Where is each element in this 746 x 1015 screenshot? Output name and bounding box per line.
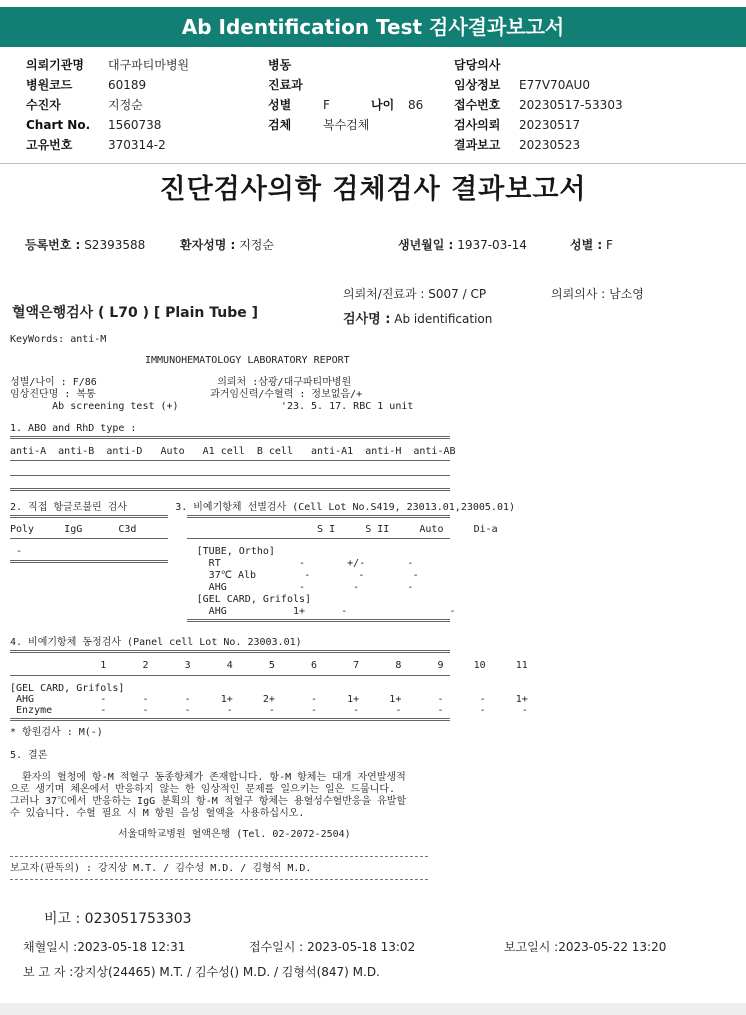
footer-reporter-label: 보 고 자 :: [23, 965, 74, 979]
header-value: F: [323, 98, 330, 112]
reg-number: [25, 236, 145, 253]
double-rule: [10, 718, 450, 721]
reg-number-value: S2393588: [84, 238, 146, 252]
header-value: 20230517-53303: [519, 98, 623, 112]
receive-time-value: 2023-05-18 13:02: [307, 940, 416, 954]
panel-row: [GEL CARD, Grifols]: [10, 683, 125, 694]
antigen-test: * 항원검사 : M(-): [10, 727, 103, 738]
doctor: [551, 285, 644, 302]
conclusion-line: 수 있습니다. 수혈 필요 시 M 항원 음성 혈액을 사용하십시오.: [10, 808, 305, 819]
reg-number-label: 등록번호 :: [25, 238, 81, 252]
banner-title: Ab Identification Test 검사결과보고서: [181, 15, 565, 39]
exam-name: [343, 308, 492, 327]
screen-row: AHG - - -: [10, 582, 414, 593]
note-value: 023051753303: [84, 911, 192, 927]
footer-reporter: [23, 963, 380, 980]
section-divider: [0, 163, 746, 164]
header-key: 의뢰기관명: [26, 58, 84, 72]
panel-row: AHG - - - 1+ 2+ - 1+ 1+ - - 1+: [10, 694, 528, 705]
header-value: 86: [408, 98, 424, 112]
page-bottom-strip: [0, 1003, 746, 1015]
doctor-label: 의뢰의사 :: [551, 287, 606, 301]
keywords: KeyWords: anti-M: [10, 334, 107, 345]
header-key: 병원코드: [26, 78, 73, 92]
dept-value: S007 / CP: [428, 287, 487, 301]
note: [44, 908, 192, 928]
report-time-value: 2023-05-22 13:20: [558, 940, 667, 954]
rule: [10, 675, 450, 676]
report-banner: [0, 7, 746, 47]
birth-date-label: 생년월일 :: [398, 238, 454, 252]
double-rule: [187, 619, 450, 622]
patient-sex-value: F: [606, 238, 613, 252]
rule: [10, 538, 168, 539]
header-row: [0, 75, 746, 95]
header-value: 1560738: [108, 118, 162, 132]
header-value: 370314-2: [108, 138, 166, 152]
note-label: 비고 :: [44, 911, 81, 927]
header-info: [0, 51, 746, 152]
section-dat-screen: 2. 직접 항글로불린 검사 3. 비예기항체 선별검사 (Cell Lot No.S419, 23013.01,23005.01): [10, 502, 516, 513]
header-value: E77V70AU0: [519, 78, 590, 92]
report-time-label: 보고일시 :: [504, 940, 559, 954]
lab-reporter: 보고자(판독의) : 강지상 M.T. / 김수성 M.D. / 김형석 M.D.: [10, 863, 312, 874]
patient-name-value: 지정순: [239, 238, 274, 252]
header-key: 임상정보: [454, 78, 501, 92]
header-key: 결과보고: [454, 138, 501, 152]
header-value: 20230517: [519, 118, 581, 132]
section-panel: 4. 비예기항체 동정검사 (Panel cell Lot No. 23003.01): [10, 637, 302, 648]
conclusion-line: 환자의 혈청에 항-M 적혈구 동종항체가 존재합니다. 항-M 항체는 대개 자연발생적: [10, 772, 406, 783]
rule: [187, 538, 450, 539]
header-value: 대구파티마병원: [108, 58, 190, 72]
header-value: 20230523: [519, 138, 581, 152]
header-value: 복수검체: [323, 118, 370, 132]
screen-row: RT - +/- -: [10, 558, 414, 569]
header-value: 60189: [108, 78, 147, 92]
header-key: 검체: [268, 118, 292, 132]
header-key: 접수번호: [454, 98, 501, 112]
section-abo: 1. ABO and RhD type :: [10, 423, 137, 434]
exam-name-label: 검사명 :: [343, 312, 391, 327]
header-key: 진료과: [268, 78, 303, 92]
hospital-contact: 서울대학교병원 혈액은행 (Tel. 02-2072-2504): [118, 829, 351, 840]
birth-date-value: 1937-03-14: [457, 238, 527, 252]
header-key: 수진자: [26, 98, 61, 112]
patient-name: [180, 236, 274, 253]
exam-name-value: Ab identification: [394, 312, 493, 326]
rule: [10, 460, 450, 461]
abo-columns: anti-A anti-B anti-D Auto A1 cell B cell anti-A1 anti-H anti-AB: [10, 446, 456, 457]
screen-row: AHG 1+ - -: [10, 606, 456, 617]
conclusion-line: 으로 생기며 체온에서 반응하지 않는 한 임상적인 문제를 일으키는 일은 드뭅니다.: [10, 784, 396, 795]
exam-section: 혈액은행검사 ( L70 ) [ Plain Tube ]: [12, 305, 259, 321]
header-row: [0, 95, 746, 115]
screen-row: - [TUBE, Ortho]: [10, 546, 275, 557]
double-rule: [10, 650, 450, 653]
rule: [10, 475, 450, 476]
double-rule: [10, 436, 450, 439]
screen-row: [GEL CARD, Grifols]: [10, 594, 312, 605]
header-key: 검사의뢰: [454, 118, 501, 132]
collect-time-label: 채혈일시 :: [23, 940, 78, 954]
double-rule: [187, 515, 450, 518]
dept-label: 의뢰처/진료과 :: [343, 287, 425, 301]
dashed-rule: [10, 879, 428, 880]
birth-date: [398, 236, 527, 253]
header-key: 성별: [268, 98, 292, 112]
conclusion-line: 그러나 37℃에서 반응하는 IgG 분획의 항-M 적혈구 항체는 용혈성수혈반응을 유발할: [10, 796, 407, 807]
double-rule: [10, 515, 168, 518]
section-conclusion: 5. 결론: [10, 750, 48, 761]
header-row: [0, 115, 746, 135]
double-rule: [10, 488, 450, 491]
header-key: 고유번호: [26, 138, 73, 152]
patient-sex-label: 성별 :: [570, 238, 603, 252]
header-key: Chart No.: [26, 118, 91, 132]
lab-info-line: 성별/나이 : F/86 의뢰처 :삼광/대구파티마병원: [10, 377, 352, 388]
dashed-rule: [10, 856, 428, 857]
header-key: 병동: [268, 58, 292, 72]
header-key: 담당의사: [454, 58, 501, 72]
screen-row: 37℃ Alb - - -: [10, 570, 419, 581]
collect-time: [23, 938, 185, 955]
lab-heading: IMMUNOHEMATOLOGY LABORATORY REPORT: [145, 355, 350, 366]
dept: [343, 285, 486, 302]
patient-sex: [570, 236, 613, 253]
report-time: [504, 938, 666, 955]
footer-reporter-value: 강지상(24465) M.T. / 김수성() M.D. / 김형석(847) M.D.: [73, 965, 380, 979]
lab-info-line: Ab screening test (+) '23. 5. 17. RBC 1 unit: [10, 401, 414, 412]
header-row: [0, 55, 746, 75]
collect-time-value: 2023-05-18 12:31: [77, 940, 186, 954]
header-value: 지정순: [108, 98, 143, 112]
screen-columns: Poly IgG C3d S I S II Auto Di-a: [10, 524, 498, 535]
panel-columns: 1 2 3 4 5 6 7 8 9 10 11: [10, 660, 528, 671]
doctor-value: 남소영: [609, 287, 644, 301]
header-row: [0, 135, 746, 155]
receive-time: [249, 938, 415, 955]
receive-time-label: 접수일시 :: [249, 940, 304, 954]
header-key: 나이: [371, 98, 395, 112]
panel-row: Enzyme - - - - - - - - - - -: [10, 705, 528, 716]
report-title: 진단검사의학 검체검사 결과보고서: [159, 174, 587, 205]
lab-info-line: 임상진단명 : 복통 과거임신력/수혈력 : 정보없음/+: [10, 389, 363, 400]
patient-name-label: 환자성명 :: [180, 238, 236, 252]
